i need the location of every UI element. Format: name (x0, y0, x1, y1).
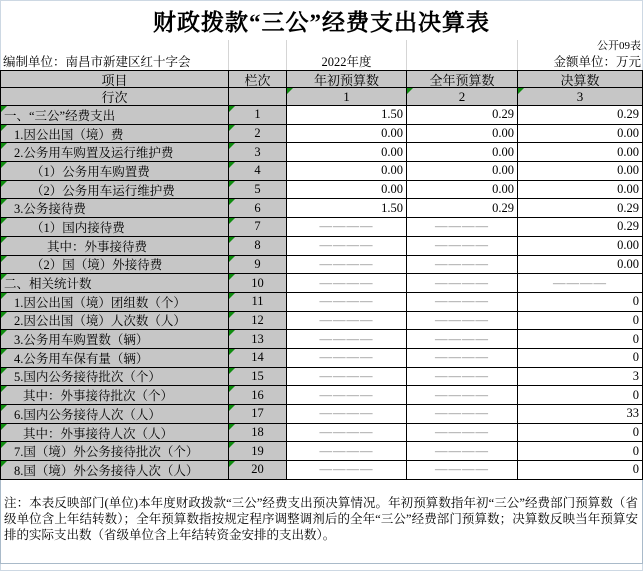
value-cell: 3 (518, 368, 643, 387)
value-cell: 0.00 (287, 181, 407, 200)
item-cell: （1）公务用车购置费 (1, 162, 229, 181)
value-cell: ———— (287, 256, 407, 275)
item-cell: 其中：外事接待人次（人） (1, 424, 229, 443)
header-final-accounts: 决算数 (518, 71, 643, 88)
header-column-no: 栏次 (229, 71, 287, 88)
page-title: 财政拨款“三公”经费支出决算表 (153, 9, 490, 35)
value-cell: 0.00 (407, 162, 518, 181)
value-cell: 0.29 (518, 106, 643, 125)
item-cell: 6.国内公务接待人次（人） (1, 405, 229, 424)
line-number-cell: 11 (229, 293, 287, 312)
line-number-cell: 1 (229, 106, 287, 125)
value-cell: 0 (518, 442, 643, 461)
value-cell: ———— (407, 461, 518, 480)
item-cell: 其中：外事接待批次（个） (1, 386, 229, 405)
value-cell: ———— (407, 330, 518, 349)
value-cell: ———— (287, 312, 407, 331)
line-number-cell: 14 (229, 349, 287, 368)
table-header-row (1, 71, 643, 88)
amount-unit-label: 金额单位：万元 (553, 55, 641, 69)
value-cell: 0.29 (518, 218, 643, 237)
header-annual-budget: 全年预算数 (407, 71, 518, 88)
value-cell: 1.50 (287, 199, 407, 218)
value-cell: ———— (407, 237, 518, 256)
table-row (1, 368, 643, 387)
line-number-cell: 5 (229, 181, 287, 200)
table-row (1, 274, 643, 293)
line-number-cell: 13 (229, 330, 287, 349)
spacer (229, 40, 287, 53)
line-number-cell: 18 (229, 424, 287, 443)
table-row (1, 125, 643, 144)
value-cell: ———— (287, 274, 407, 293)
value-cell: ———— (407, 386, 518, 405)
line-number-cell: 9 (229, 256, 287, 275)
value-cell: 0.29 (407, 106, 518, 125)
main-table (0, 70, 643, 480)
table-row (1, 199, 643, 218)
table-row (1, 424, 643, 443)
item-cell: 3.公务用车购置数（辆） (1, 330, 229, 349)
value-cell: 0.00 (518, 143, 643, 162)
table-row (1, 256, 643, 275)
table-body (1, 106, 643, 480)
table-row (1, 461, 643, 480)
header-item: 项目 (1, 71, 229, 88)
subheader-empty (229, 88, 287, 106)
table-row (1, 312, 643, 331)
table-row (1, 162, 643, 181)
item-cell: 其中：外事接待费 (1, 237, 229, 256)
table-row (1, 143, 643, 162)
line-number-cell: 19 (229, 442, 287, 461)
table-row (1, 330, 643, 349)
value-cell: ———— (407, 256, 518, 275)
value-cell: ———— (407, 274, 518, 293)
table-row (1, 181, 643, 200)
value-cell: ———— (287, 330, 407, 349)
table-row (1, 106, 643, 125)
header-initial-budget: 年初预算数 (287, 71, 407, 88)
table-row (1, 386, 643, 405)
value-cell: 0.00 (518, 181, 643, 200)
value-cell: 0.00 (518, 256, 643, 275)
value-cell: ———— (287, 405, 407, 424)
value-cell: 0.00 (407, 143, 518, 162)
spacer (229, 53, 287, 70)
line-number-cell: 7 (229, 218, 287, 237)
value-cell: ———— (287, 237, 407, 256)
item-cell: 8.国（境）外公务接待人次（人） (1, 461, 229, 480)
value-cell: 0.00 (287, 143, 407, 162)
value-cell: ———— (287, 442, 407, 461)
table-row (1, 442, 643, 461)
line-number-cell: 3 (229, 143, 287, 162)
item-cell: 5.国内公务接待批次（个） (1, 368, 229, 387)
value-cell: 1.50 (287, 106, 407, 125)
item-cell: 一、“三公”经费支出 (1, 106, 229, 125)
spacer (407, 53, 518, 70)
value-cell: ———— (287, 293, 407, 312)
item-cell: （2）国（境）外接待费 (1, 256, 229, 275)
line-number-cell: 10 (229, 274, 287, 293)
table-subheader-row (1, 88, 643, 106)
value-cell: 0.00 (518, 162, 643, 181)
subheader-col-2: 2 (407, 88, 518, 106)
subheader-col-1: 1 (287, 88, 407, 106)
line-number-cell: 20 (229, 461, 287, 480)
value-cell: 0 (518, 330, 643, 349)
value-cell: ———— (287, 386, 407, 405)
value-cell: ———— (287, 349, 407, 368)
line-number-cell: 12 (229, 312, 287, 331)
value-cell: 0.29 (518, 199, 643, 218)
subheader-line-label: 行次 (1, 88, 229, 106)
value-cell: 0 (518, 312, 643, 331)
spacer (407, 40, 518, 53)
line-number-cell: 2 (229, 125, 287, 144)
sheet-number-label: 公开09表 (597, 40, 641, 52)
prepared-by-label: 编制单位：南昌市新建区红十字会 (0, 53, 229, 70)
value-cell: ———— (407, 424, 518, 443)
value-cell: 0.00 (287, 125, 407, 144)
value-cell: 0 (518, 461, 643, 480)
item-cell: 2.因公出国（境）人次数（人） (1, 312, 229, 331)
item-cell: 7.国（境）外公务接待批次（个） (1, 442, 229, 461)
item-cell: 4.公务用车保有量（辆） (1, 349, 229, 368)
value-cell: 0.00 (518, 125, 643, 144)
footnote: 注：本表反映部门(单位)本年度财政拨款“三公”经费支出预决算情况。年初预算数指年初“三公”经费部门预算数（省级单位含上年结转数）；全年预算数指按规定程序调整调剂后的全年“三公”经费部门预算数；决算数反映当年预算安排的实际支出数（省级单位含上年结转资金安排的支出数）。 (0, 480, 643, 564)
item-cell: （1）国内接待费 (1, 218, 229, 237)
line-number-cell: 8 (229, 237, 287, 256)
value-cell: 33 (518, 405, 643, 424)
table-row (1, 349, 643, 368)
table-row (1, 293, 643, 312)
line-number-cell: 4 (229, 162, 287, 181)
line-number-cell: 17 (229, 405, 287, 424)
value-cell: ———— (407, 349, 518, 368)
item-cell: 1.因公出国（境）团组数（个） (1, 293, 229, 312)
table-row (1, 237, 643, 256)
line-number-cell: 16 (229, 386, 287, 405)
item-cell: 1.因公出国（境）费 (1, 125, 229, 144)
value-cell: 0.29 (407, 199, 518, 218)
item-cell: 3.公务接待费 (1, 199, 229, 218)
value-cell: ———— (287, 368, 407, 387)
value-cell: ———— (407, 442, 518, 461)
table-row (1, 405, 643, 424)
value-cell: ———— (407, 293, 518, 312)
value-cell: 0.00 (287, 162, 407, 181)
value-cell: ———— (287, 461, 407, 480)
subheader-col-3: 3 (518, 88, 643, 106)
value-cell: 0.00 (407, 125, 518, 144)
value-cell: ———— (407, 312, 518, 331)
value-cell: ———— (407, 368, 518, 387)
table-row (1, 218, 643, 237)
value-cell: ———— (287, 424, 407, 443)
value-cell: 0 (518, 424, 643, 443)
value-cell: ———— (407, 218, 518, 237)
value-cell: 0.00 (518, 237, 643, 256)
value-cell: 0 (518, 293, 643, 312)
line-number-cell: 6 (229, 199, 287, 218)
value-cell: 0 (518, 386, 643, 405)
value-cell: ———— (518, 274, 643, 293)
unit-info-row (0, 53, 643, 70)
value-cell: 0.00 (407, 181, 518, 200)
value-cell: ———— (287, 218, 407, 237)
item-cell: 二、相关统计数 (1, 274, 229, 293)
fiscal-year-label: 2022年度 (287, 53, 407, 70)
item-cell: （2）公务用车运行维护费 (1, 181, 229, 200)
item-cell: 2.公务用车购置及运行维护费 (1, 143, 229, 162)
value-cell: 0 (518, 349, 643, 368)
line-number-cell: 15 (229, 368, 287, 387)
value-cell: ———— (407, 405, 518, 424)
